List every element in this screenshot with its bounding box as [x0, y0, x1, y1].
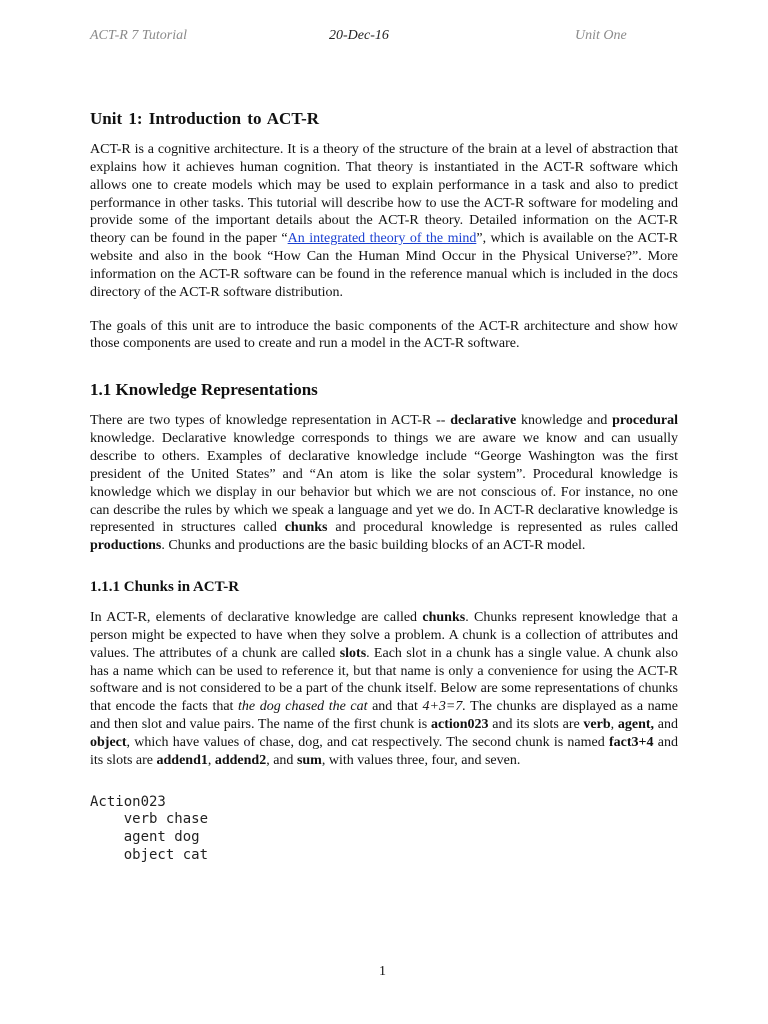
page-number: 1: [379, 964, 386, 979]
code-line: verb chase: [90, 811, 209, 828]
header-right: Unit One: [575, 28, 627, 43]
section-1-1-1-paragraph: In ACT-R, elements of declarative knowledge are called chunks. Chunks represent knowledge that a person might be expected to have when they solve a problem. A chunk is a collection of attributes and values. The attributes of a chunk are called slots. Each slot in a chunk has a single value. A chunk also has a name which can be used to reference it, but that name is only a convenience for using the ACT-R software and is not considered to be a part of the chunk itself. Below are some representations of chunks that encode the facts that the dog chased the cat and that 4+3=7. The chunks are displayed as a name and then slot and value pairs. The name of the first chunk is action023 and its slots are verb, agent, and object, which have values of chase, dog, and cat respectively. The second chunk is named fact3+4 and its slots are addend1, addend2, and sum, with values three, four, and seven.: [90, 610, 678, 768]
section-1-1-paragraph: There are two types of knowledge representation in ACT-R -- declarative knowledge and procedural knowledge. Declarative knowledge corresponds to things we are aware we know and can usually describe to others. Examples of declarative knowledge include “George Washington was the first president of the United States” and “An atom is like the solar system”. Procedural knowledge is knowledge which we display in our behavior but which we are not conscious of. For instance, no one can describe the rules by which we speak a language and yet we do. In ACT-R declarative knowledge is represented in structures called chunks and procedural knowledge is represented as rules called productions. Chunks and productions are the basic building blocks of an ACT-R model.: [90, 413, 678, 554]
intro-text: ACT-R is a cognitive architecture. It is a theory of the structure of the brain at a level of abstraction that explains how it achieves human cognition. That theory is instantiated in the ACT-R software which allows one to create models which may be used to explain performance in a task and also to predict performance in other tasks. This tutorial will describe how to use the ACT-R software for modeling and provide some of the important details about the ACT-R theory. Detailed information on the ACT-R theory can be found in the paper “: [90, 142, 678, 247]
intro-paragraph-2: The goals of this unit are to introduce the basic components of the ACT-R architecture and show how those components are used to create and run a model in the ACT-R software.: [90, 318, 678, 352]
section-heading-1-1-1: 1.1.1 Chunks in ACT-R: [90, 579, 240, 596]
intro-text: ”, which is available on the ACT-R website and also in the book “How Can the Human Mind Occur in the Physical Universe?”. More information on the ACT-R software can be found in the reference manual which is included in the docs directory of the ACT-R software distribution.: [90, 231, 678, 300]
code-line: Action023: [90, 793, 166, 810]
term-productions: productions: [90, 538, 162, 554]
section-heading-1-1: 1.1 Knowledge Representations: [90, 380, 318, 400]
header-left: ACT-R 7 Tutorial: [90, 28, 187, 43]
chunk-code-block: [90, 794, 678, 865]
term-procedural: procedural: [612, 413, 678, 429]
unit-title: Unit 1: Introduction to ACT-R: [90, 109, 320, 128]
term-declarative: declarative: [450, 413, 517, 429]
term-chunks: chunks: [284, 520, 328, 536]
document-body: [90, 108, 678, 864]
header-date: 20-Dec-16: [329, 28, 389, 43]
intro-paragraph-1: [90, 141, 678, 302]
paper-link[interactable]: An integrated theory of the mind: [287, 231, 477, 247]
code-line: agent dog: [90, 829, 200, 846]
code-line: object cat: [90, 846, 209, 863]
